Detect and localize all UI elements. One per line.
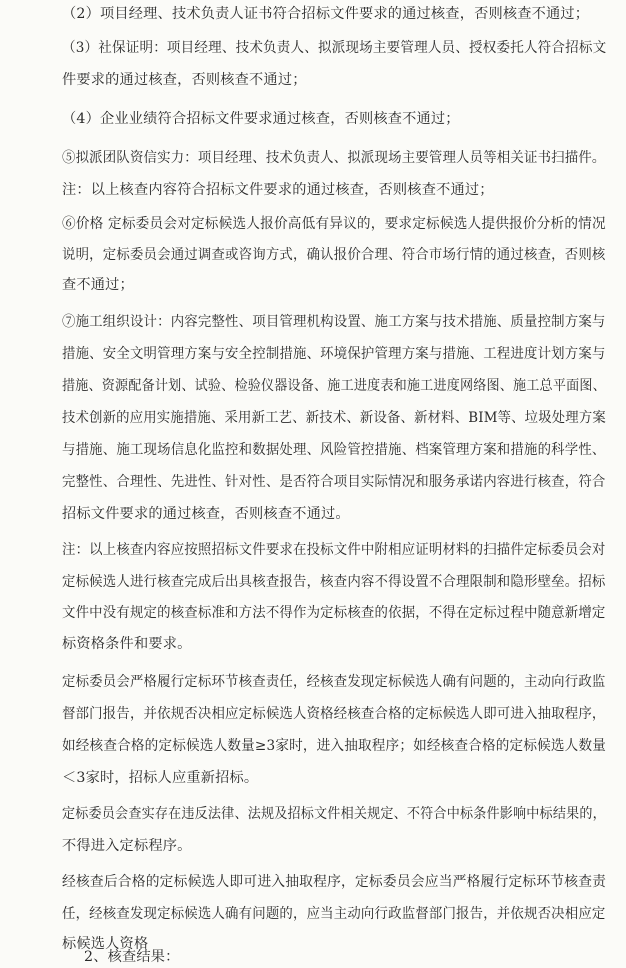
text-line: 技术创新的应用实施措施、采用新工艺、新技术、新设备、新材料、BIM等、垃圾处理方案 <box>62 410 606 426</box>
text-line: 任，经核查发现定标候选人确有问题的，应当主动向行政监督部门报告，并依规否决相应定 <box>62 906 606 922</box>
text-line: 招标文件要求的通过核查，否则核查不通过。 <box>62 506 350 522</box>
section-heading: 2、核查结果： <box>84 949 180 965</box>
text-line: ⑦施工组织设计：内容完整性、项目管理机构设置、施工方案与技术措施、质量控制方案与 <box>62 314 606 330</box>
text-line: 注：以上核查内容符合招标文件要求的通过核查，否则核查不通过； <box>62 182 494 198</box>
text-line: 定标委员会查实存在违反法律、法规及招标文件相关规定、不符合中标条件影响中标结果的， <box>62 806 606 822</box>
text-line: 查不通过； <box>62 277 134 293</box>
text-line: 完整性、合理性、先进性、针对性、是否符合项目实际情况和服务承诺内容进行核查，符合 <box>62 474 606 490</box>
text-line: 件要求的通过核查，否则核查不通过； <box>62 72 307 88</box>
text-line: 与措施、施工现场信息化监控和数据处理、风险管控措施、档案管理方案和措施的科学性、 <box>62 442 606 458</box>
text-line: 标候选人资格 <box>62 936 149 952</box>
text-line: 标资格条件和要求。 <box>62 636 192 652</box>
text-line: ⑥价格 定标委员会对定标候选人报价高低有异议的，要求定标候选人提供报价分析的情况 <box>62 216 606 232</box>
text-line: 如经核查合格的定标候选人数量≥3家时，进入抽取程序；如经核查合格的定标候选人数量 <box>62 738 607 754</box>
text-line: 措施、资源配备计划、试验、检验仪器设备、施工进度表和施工进度网络图、施工总平面图、 <box>62 378 606 394</box>
text-line: （4）企业业绩符合招标文件要求通过核查，否则核查不通过； <box>62 111 460 127</box>
text-line: ＜3家时，招标人应重新招标。 <box>62 770 259 786</box>
text-line: 督部门报告，并依规否决相应定标候选人资格经核查合格的定标候选人即可进入抽取程序， <box>62 706 606 722</box>
text-line: 文件中没有规定的核查标准和方法不得作为定标核查的依据，不得在定标过程中随意新增定 <box>62 605 606 621</box>
text-line: （2）项目经理、技术负责人证书符合招标文件要求的通过核查，否则核查不通过； <box>62 6 590 22</box>
text-line: 定标候选人进行核查完成后出具核查报告，核查内容不得设置不合理限制和隐形壁垒。招标 <box>62 574 606 590</box>
text-line: （3）社保证明：项目经理、技术负责人、拟派现场主要管理人员、授权委托人符合招标文 <box>62 40 607 56</box>
text-line: 定标委员会严格履行定标环节核查责任，经核查发现定标候选人确有问题的，主动向行政监 <box>62 674 606 690</box>
text-line: 说明，定标委员会通过调查或咨询方式，确认报价合理、符合市场行情的通过核查，否则核 <box>62 247 606 263</box>
text-line: 措施、安全文明管理方案与安全控制措施、环境保护管理方案与措施、工程进度计划方案与 <box>62 346 606 362</box>
text-line: ⑤拟派团队资信实力：项目经理、技术负责人、拟派现场主要管理人员等相关证书扫描件。 <box>62 150 606 166</box>
text-line: 经核查后合格的定标候选人即可进入抽取程序，定标委员会应当严格履行定标环节核查责 <box>62 874 607 890</box>
text-line: 注：以上核查内容应按照招标文件要求在投标文件中附相应证明材料的扫描件定标委员会对 <box>62 542 606 558</box>
text-line: 不得进入定标程序。 <box>62 838 192 854</box>
